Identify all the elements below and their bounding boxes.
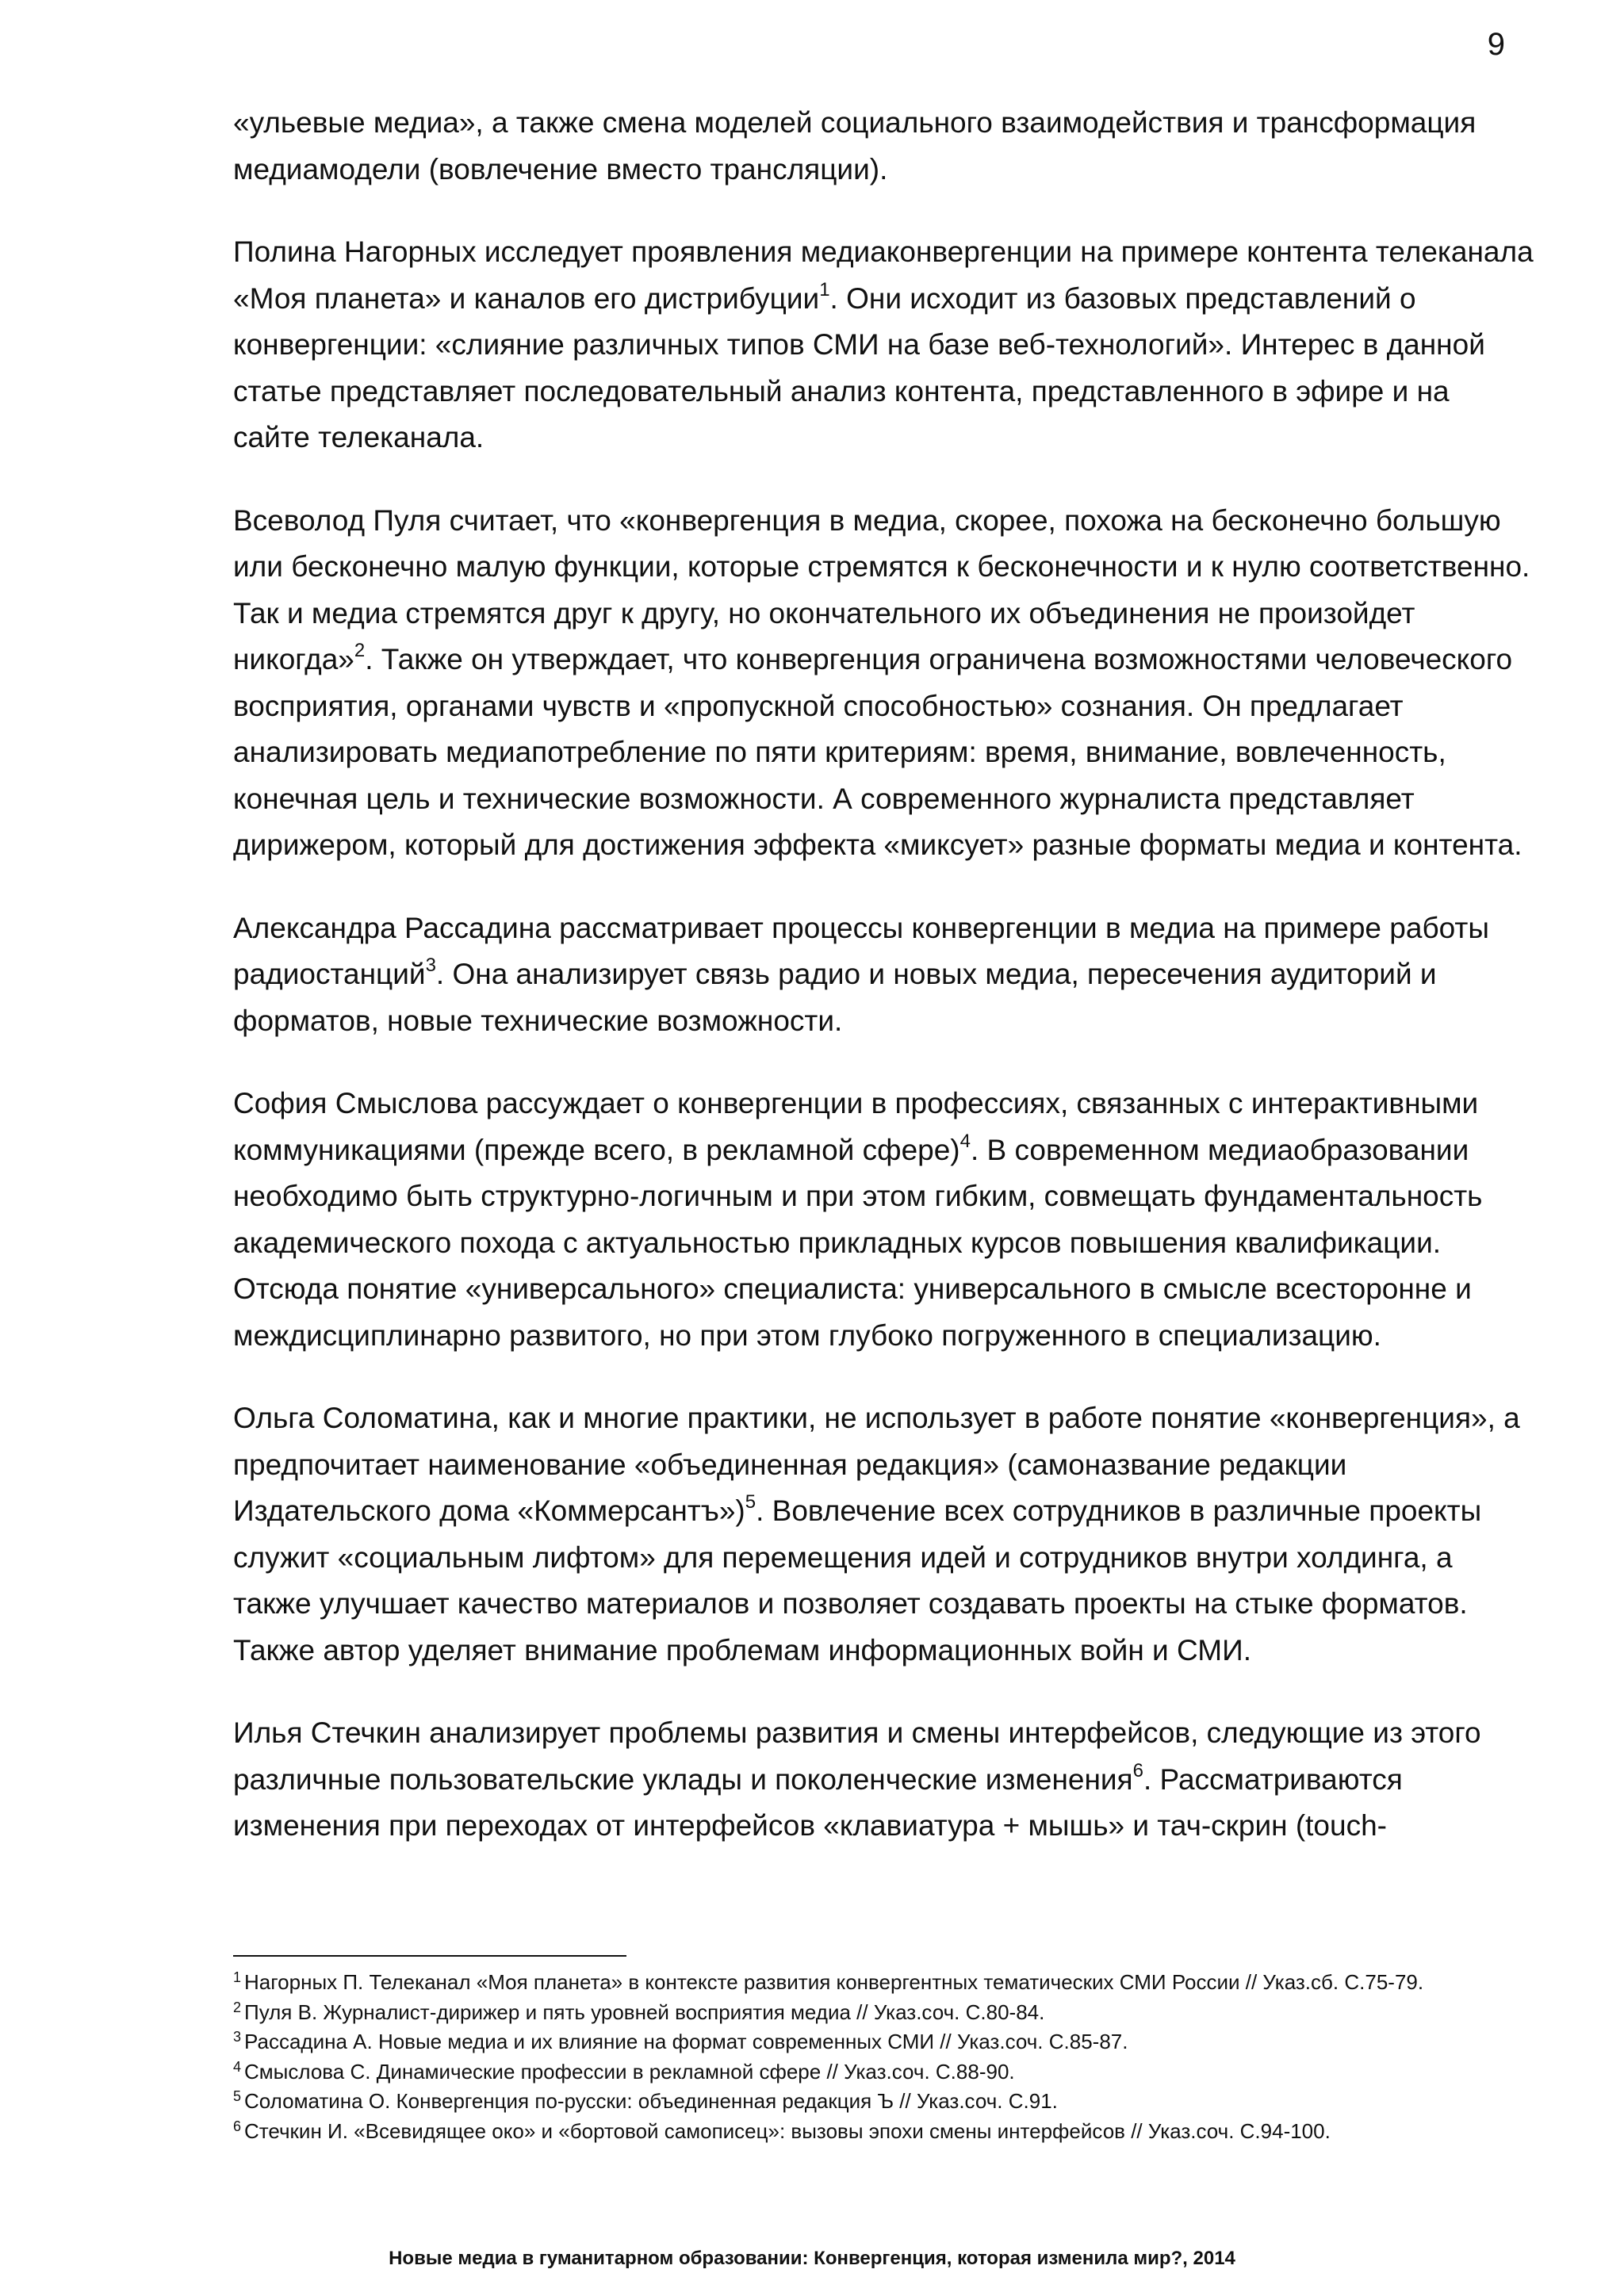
paragraph-text: Полина Нагорных исследует проявления медиаконвергенции на примере контента телеканала «Моя планета» и каналов его дистрибуции: [233, 235, 1534, 315]
footnote-text: Нагорных П. Телеканал «Моя планета» в контексте развития конвергентных тематических СМИ России // Указ.сб. С.75-79.: [244, 1970, 1424, 1994]
footnote: [233, 1968, 1534, 1998]
footnote: [233, 2087, 1534, 2117]
footnote-number: 1: [233, 1969, 242, 1985]
paragraph-text: София Смыслова рассуждает о конвергенции в профессиях, связанных с интерактивными коммуникациями (прежде всего, в рекламной сфере): [233, 1087, 1479, 1166]
footnote-reference: 3: [425, 955, 436, 976]
footnote-text: Рассадина А. Новые медиа и их влияние на формат современных СМИ // Указ.соч. С.85-87.: [244, 2030, 1128, 2053]
paragraph: [233, 498, 1534, 869]
footnote-number: 4: [233, 2058, 242, 2075]
page-number: 9: [1487, 27, 1505, 62]
footnote-separator: [233, 1955, 626, 1957]
paragraph: [233, 1081, 1534, 1359]
paragraph-text: Всеволод Пуля считает, что «конвергенция в медиа, скорее, похожа на бесконечно большую или бесконечно малую функции, которые стремятся к бесконечности и к нулю соответственно. Так и медиа стремятся друг к другу, но окончательного их объединения не произойдет никогда»: [233, 503, 1530, 675]
footnote: [233, 2117, 1534, 2147]
footnote-text: Пуля В. Журналист-дирижер и пять уровней восприятия медиа // Указ.соч. С.80-84.: [244, 1999, 1045, 2024]
paragraph-text: Ольга Соломатина, как и многие практики, не использует в работе понятие «конвергенция», а предпочитает наименование «объединенная редакция» (самоназвание редакции Издательского дома «Коммерсантъ»): [233, 1402, 1520, 1527]
paragraph: [233, 905, 1534, 1045]
footnote-text: Смыслова С. Динамические профессии в рекламной сфере // Указ.соч. С.88-90.: [244, 2059, 1015, 2084]
paragraph: [233, 1710, 1534, 1850]
footnote-text: Соломатина О. Конвергенция по-русски: объединенная редакция Ъ // Указ.соч. С.91.: [244, 2089, 1058, 2113]
footnote-number: 5: [233, 2088, 242, 2104]
paragraph-text: «ульевые медиа», а также смена моделей социального взаимодействия и трансформация медиамодели (вовлечение вместо трансляции).: [233, 106, 1477, 186]
paragraph-text: . Они исходит из базовых представлений о конвергенции: «слияние различных типов СМИ на базе веб-технологий». Интерес в данной статье представляет последовательный анализ контента, представленного в эфире и на сайте телеканала.: [233, 281, 1485, 453]
footnote-reference: 5: [745, 1491, 756, 1513]
footnote: [233, 1998, 1534, 2028]
page-footer: Новые медиа в гуманитарном образовании: Конвергенция, которая изменила мир?, 2014: [389, 2248, 1235, 2269]
paragraph: [233, 100, 1534, 193]
paragraph-text: . Она анализирует связь радио и новых медиа, пересечения аудиторий и форматов, новые технические возможности.: [233, 958, 1437, 1037]
footnote-text: Стечкин И. «Всевидящее око» и «бортовой самописец»: вызовы эпохи смены интерфейсов // Указ.соч. С.94-100.: [244, 2118, 1331, 2143]
footnote: [233, 2027, 1534, 2057]
paragraph: [233, 1395, 1534, 1674]
footnote-reference: 2: [354, 640, 366, 661]
paragraph-text: Александра Рассадина рассматривает процессы конвергенции в медиа на примере работы радиостанций: [233, 911, 1489, 990]
footnote: [233, 2057, 1534, 2087]
footnotes: [233, 1968, 1534, 2146]
paragraph-text: . Также он утверждает, что конвергенция ограничена возможностями человеческого восприятия, органами чувств и «пропускной способностью» сознания. Он предлагает анализировать медиапотребление по пяти критериям: время, внимание, вовлеченность, конечная цель и технические возможности. А современного журналиста представляет дирижером, который для достижения эффекта «миксует» разные форматы медиа и контента.: [233, 643, 1522, 861]
paragraph-text: . В современном медиаобразовании необходимо быть структурно-логичным и при этом гибким, совмещать фундаментальность академического похода с актуальностью прикладных курсов повышения квалификации. Отсюда понятие «универсального» специалиста: универсального в смысле всесторонне и междисциплинарно развитого, но при этом глубоко погруженного в специализацию.: [233, 1133, 1483, 1352]
body-text: [233, 100, 1534, 1886]
footnote-reference: 6: [1132, 1759, 1143, 1781]
footnote-reference: 4: [959, 1130, 971, 1152]
paragraph-text: . Рассматриваются изменения при переходах от интерфейсов «клавиатура + мышь» и тач-скрин (touch-: [233, 1762, 1403, 1842]
paragraph-text: . Вовлечение всех сотрудников в различные проекты служит «социальным лифтом» для перемещения идей и сотрудников внутри холдинга, а также улучшает качество материалов и позволяет создавать проекты на стыке форматов. Также автор уделяет внимание проблемам информационных войн и СМИ.: [233, 1494, 1482, 1667]
footnote-number: 2: [233, 1999, 242, 2015]
paragraph-text: Илья Стечкин анализирует проблемы развития и смены интерфейсов, следующие из этого различные пользовательские уклады и поколенческие изменения: [233, 1716, 1481, 1796]
footnote-reference: 1: [819, 278, 830, 300]
paragraph: [233, 229, 1534, 461]
footnote-number: 3: [233, 2029, 242, 2045]
footnote-number: 6: [233, 2118, 242, 2134]
